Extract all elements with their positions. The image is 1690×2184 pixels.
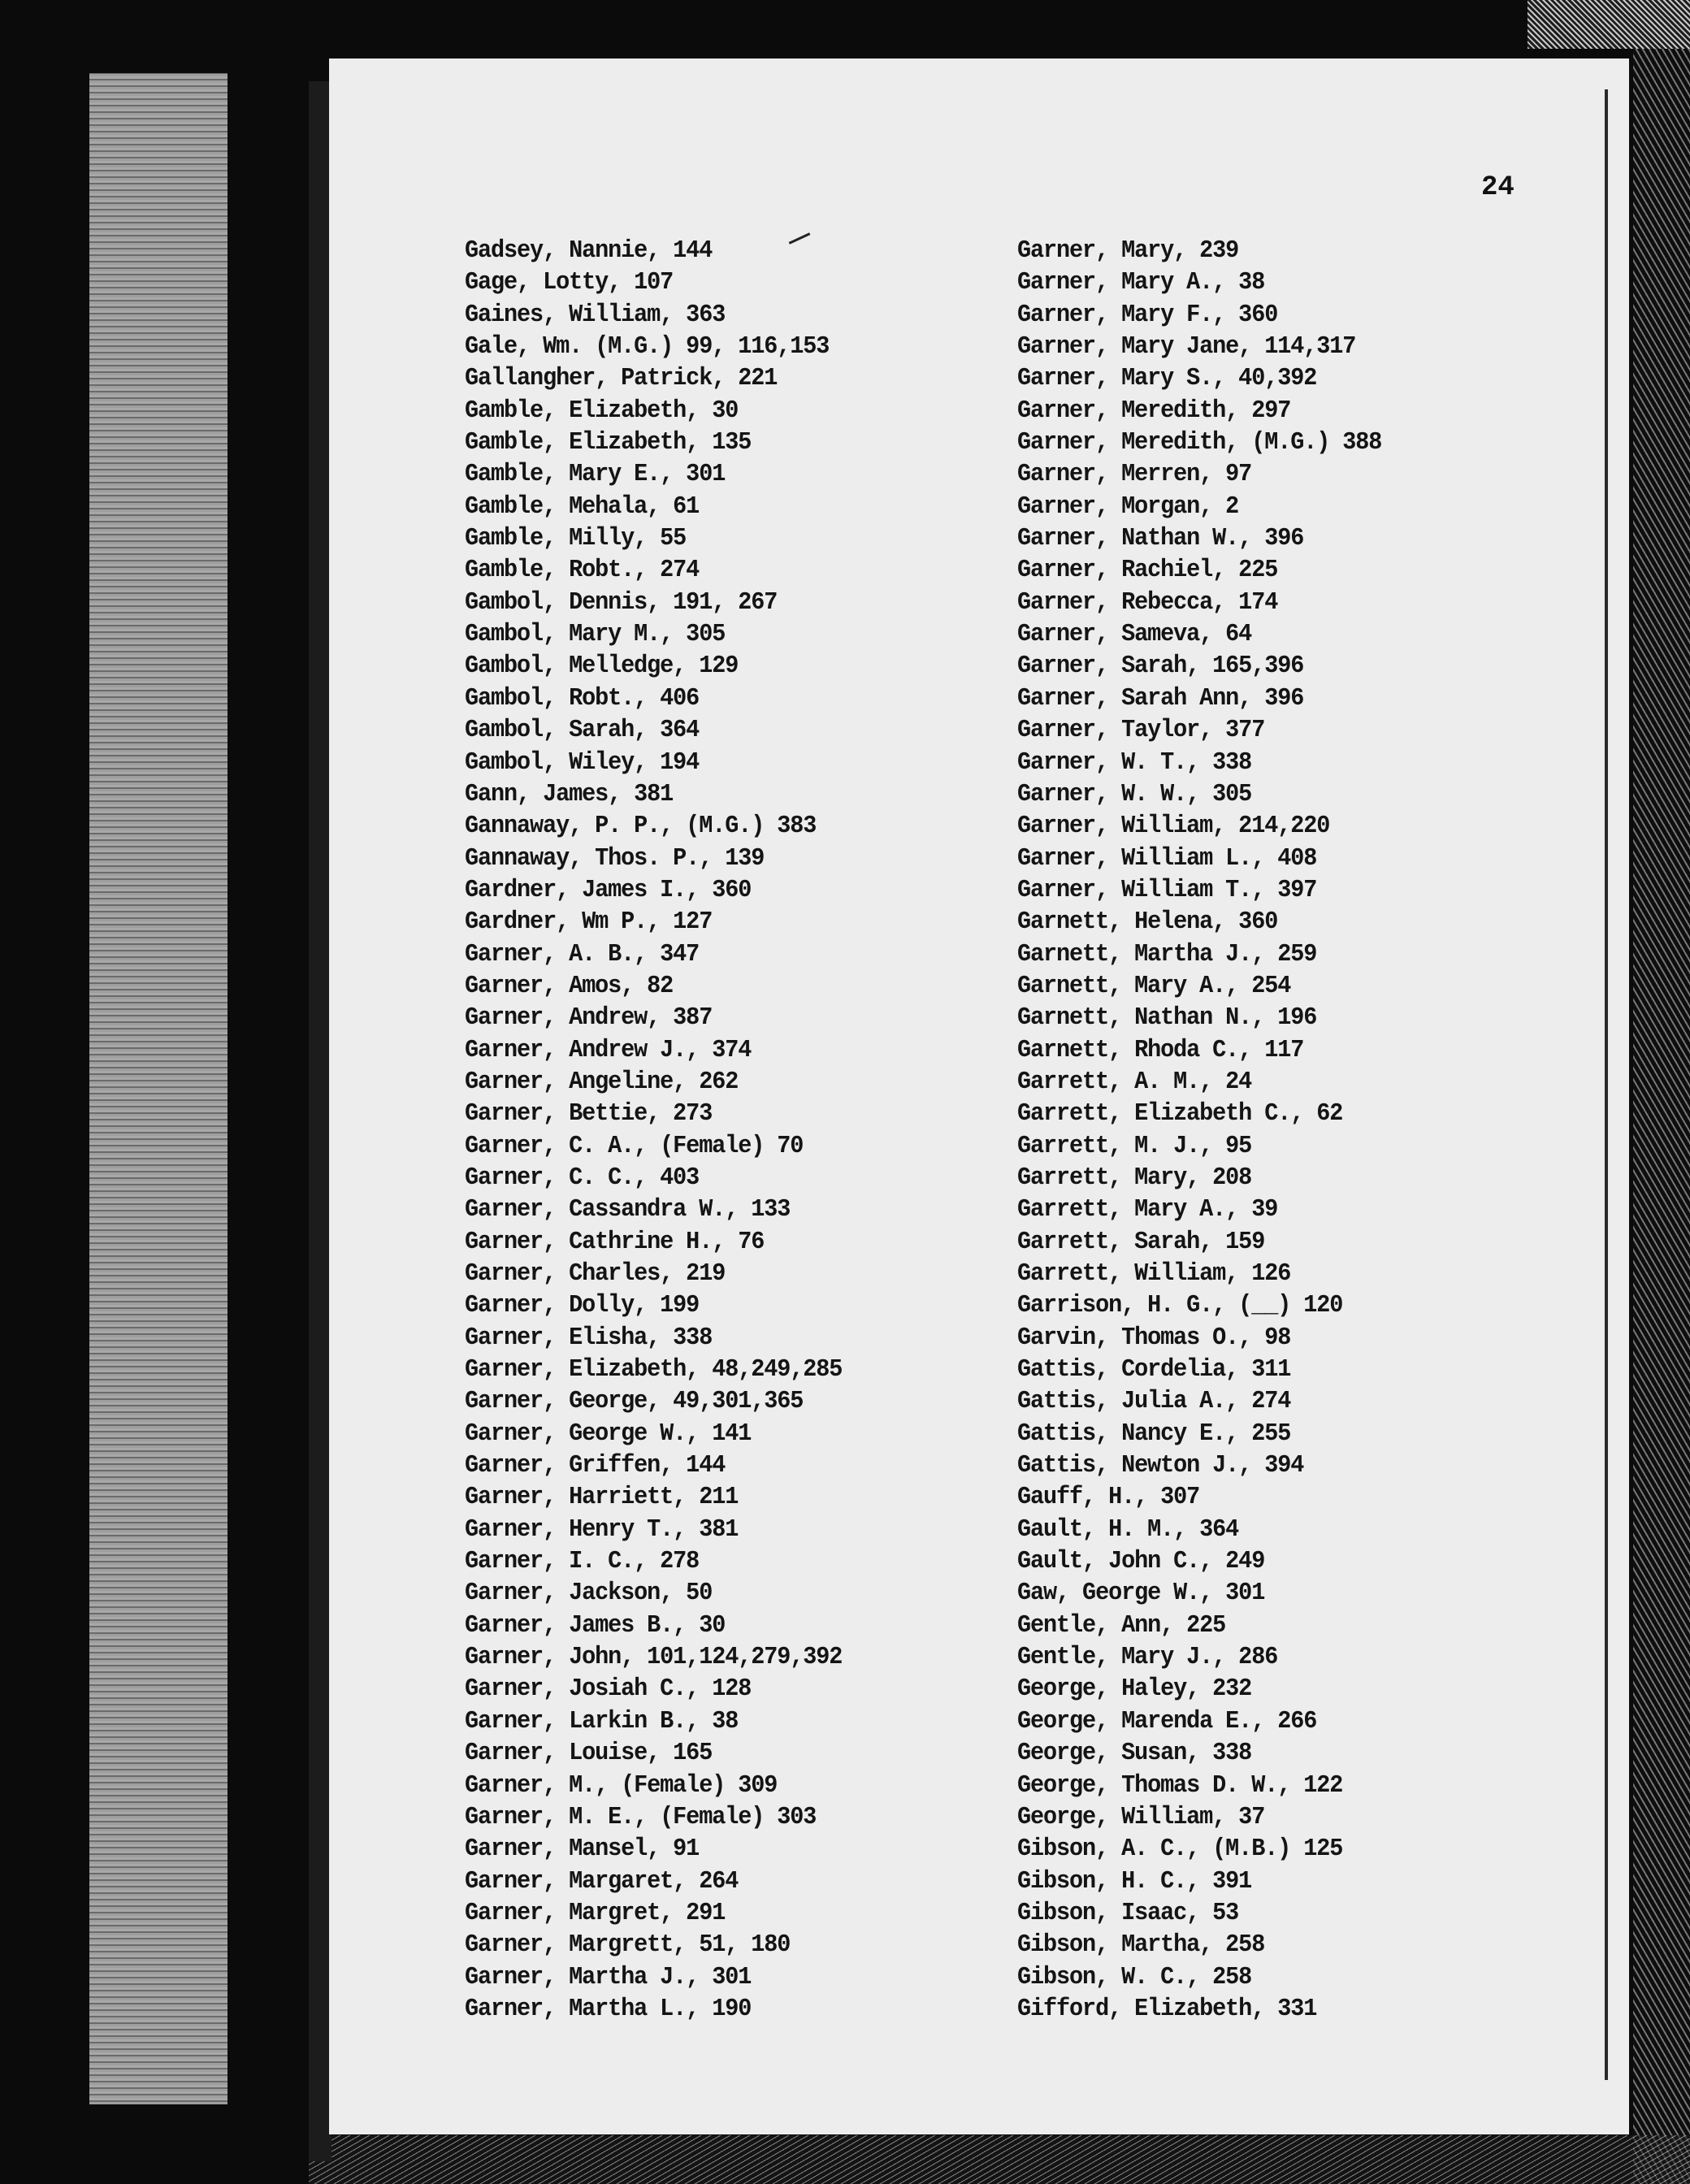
index-entry: Gamble, Elizabeth, 30 [465, 396, 739, 425]
scan-noise-right-edge [1633, 49, 1690, 2184]
index-entry: Gamble, Mary E., 301 [465, 460, 726, 489]
index-entry: Garner, Margaret, 264 [465, 1866, 739, 1896]
index-entry: Gambol, Mary M., 305 [465, 620, 726, 649]
index-entry: Garner, Louise, 165 [465, 1739, 713, 1768]
index-entry: Garnett, Mary A., 254 [1017, 971, 1291, 1000]
index-entry: Garrett, Sarah, 159 [1017, 1227, 1265, 1256]
index-entry: Garner, Andrew J., 374 [465, 1035, 752, 1064]
index-entry: Gault, H. M., 364 [1017, 1514, 1239, 1544]
index-entry: Garrett, Mary, 208 [1017, 1163, 1252, 1192]
page-gutter-shadow [309, 81, 332, 2161]
index-entry: Garner, George, 49,301,365 [465, 1387, 804, 1416]
index-entry: Garrett, Elizabeth C., 62 [1017, 1099, 1343, 1129]
index-entry: Gannaway, Thos. P., 139 [465, 843, 765, 873]
index-entry: Garner, Merren, 97 [1017, 460, 1252, 489]
index-entry: George, William, 37 [1017, 1802, 1265, 1831]
index-entry: Garner, Mary A., 38 [1017, 268, 1265, 297]
index-entry: Gale, Wm. (M.G.) 99, 116,153 [465, 332, 830, 362]
index-entry: George, Susan, 338 [1017, 1739, 1252, 1768]
index-entry: Gibson, H. C., 391 [1017, 1866, 1252, 1896]
index-entry: Garner, Jackson, 50 [465, 1579, 713, 1608]
index-entry: Gadsey, Nannie, 144 [465, 236, 713, 265]
index-entry: Gaines, William, 363 [465, 300, 726, 329]
scan-noise-top-right [1528, 0, 1690, 49]
index-entry: Garner, William, 214,220 [1017, 812, 1330, 841]
index-entry: Garner, C. A., (Female) 70 [465, 1131, 804, 1160]
index-entry: Garner, Harriett, 211 [465, 1483, 739, 1512]
index-entry: Gibson, A. C., (M.B.) 125 [1017, 1835, 1343, 1864]
index-entry: Gibson, Martha, 258 [1017, 1930, 1265, 1960]
index-entry: Gage, Lotty, 107 [465, 268, 674, 297]
index-entry: Garner, Cassandra W., 133 [465, 1195, 791, 1224]
index-entry: Garner, Elizabeth, 48,249,285 [465, 1355, 843, 1384]
index-entry: George, Marenda E., 266 [1017, 1706, 1317, 1736]
index-entry: Garner, Mary S., 40,392 [1017, 364, 1317, 393]
index-entry: Garner, M. E., (Female) 303 [465, 1802, 817, 1831]
index-entry: Garner, Mary F., 360 [1017, 300, 1278, 329]
index-entry: Garner, W. T., 338 [1017, 748, 1252, 777]
index-entry: Garner, William L., 408 [1017, 843, 1317, 873]
index-entry: Garner, Martha J., 301 [465, 1962, 752, 1991]
index-entry: Gibson, Isaac, 53 [1017, 1898, 1239, 1927]
index-entry: Garner, A. B., 347 [465, 939, 700, 968]
index-entry: Garnett, Martha J., 259 [1017, 939, 1317, 968]
index-entry: Garner, Andrew, 387 [465, 1003, 713, 1033]
index-entry: Gault, John C., 249 [1017, 1547, 1265, 1576]
index-entry: Garner, George W., 141 [465, 1419, 752, 1448]
index-entry: Garner, Sarah, 165,396 [1017, 652, 1304, 681]
index-entry: Garner, Amos, 82 [465, 971, 674, 1000]
index-entry: Garner, Rebecca, 174 [1017, 587, 1278, 617]
index-entry: Garner, Taylor, 377 [1017, 716, 1265, 745]
index-entry: Garner, M., (Female) 309 [465, 1770, 778, 1800]
index-entry: Garner, Mary, 239 [1017, 236, 1239, 265]
index-column-left [465, 235, 875, 2025]
index-entry: Gambol, Melledge, 129 [465, 652, 739, 681]
index-entry: Garnett, Helena, 360 [1017, 908, 1278, 937]
page-number: 24 [1481, 172, 1514, 203]
index-entry: Gambol, Wiley, 194 [465, 748, 700, 777]
index-entry: Garner, Morgan, 2 [1017, 492, 1239, 521]
index-entry: Gattis, Nancy E., 255 [1017, 1419, 1291, 1448]
index-entry: Garner, James B., 30 [465, 1610, 726, 1640]
index-entry: Gambol, Robt., 406 [465, 683, 700, 713]
index-entry: Garner, Josiah C., 128 [465, 1675, 752, 1704]
index-entry: Gamble, Milly, 55 [465, 524, 687, 553]
index-entry: Gibson, W. C., 258 [1017, 1962, 1252, 1991]
index-entry: Gann, James, 381 [465, 779, 674, 808]
index-entry: Gardner, Wm P., 127 [465, 908, 713, 937]
index-entry: Garner, Margrett, 51, 180 [465, 1930, 791, 1960]
index-entry: Garner, Bettie, 273 [465, 1099, 713, 1129]
index-entry: Garner, Charles, 219 [465, 1259, 726, 1288]
index-entry: Garner, Martha L., 190 [465, 1994, 752, 2023]
index-entry: Gentle, Ann, 225 [1017, 1610, 1226, 1640]
index-entry: Gannaway, P. P., (M.G.) 383 [465, 812, 817, 841]
index-entry: Garner, Rachiel, 225 [1017, 556, 1278, 585]
index-entry: Garner, Meredith, (M.G.) 388 [1017, 428, 1382, 457]
index-entry: Garner, Margret, 291 [465, 1898, 726, 1927]
index-entry: Garvin, Thomas O., 98 [1017, 1323, 1291, 1352]
index-entry: Garner, Mary Jane, 114,317 [1017, 332, 1356, 362]
index-entry: Garner, John, 101,124,279,392 [465, 1643, 843, 1672]
index-entry: Garner, Henry T., 381 [465, 1514, 739, 1544]
previous-page-edge [89, 73, 228, 2104]
index-entry: Garner, Cathrine H., 76 [465, 1227, 765, 1256]
index-entry: Garner, Mansel, 91 [465, 1835, 700, 1864]
index-entry: Gamble, Robt., 274 [465, 556, 700, 585]
index-entry: Gamble, Mehala, 61 [465, 492, 700, 521]
index-entry: Gifford, Elizabeth, 331 [1017, 1994, 1317, 2023]
index-entry: Garner, I. C., 278 [465, 1547, 700, 1576]
index-entry: Garner, Dolly, 199 [465, 1291, 700, 1320]
index-entry: Garner, Griffen, 144 [465, 1451, 726, 1480]
index-entry: Garner, W. W., 305 [1017, 779, 1252, 808]
index-entry: Garner, C. C., 403 [465, 1163, 700, 1192]
index-entry: Garrett, William, 126 [1017, 1259, 1291, 1288]
index-entry: Garrett, M. J., 95 [1017, 1131, 1252, 1160]
index-entry: Garner, Angeline, 262 [465, 1067, 739, 1096]
index-entry: Gentle, Mary J., 286 [1017, 1643, 1278, 1672]
index-entry: George, Thomas D. W., 122 [1017, 1770, 1343, 1800]
index-entry: Gamble, Elizabeth, 135 [465, 428, 752, 457]
index-entry: Garner, William T., 397 [1017, 875, 1317, 904]
index-entry: George, Haley, 232 [1017, 1675, 1252, 1704]
index-entry: Gattis, Cordelia, 311 [1017, 1355, 1291, 1384]
page-edge-line [1605, 89, 1608, 2080]
index-entry: Garner, Larkin B., 38 [465, 1706, 739, 1736]
scan-noise-bottom [309, 2135, 1690, 2184]
index-entry: Garnett, Nathan N., 196 [1017, 1003, 1317, 1033]
index-entry: Gaw, George W., 301 [1017, 1579, 1265, 1608]
index-entry: Gallangher, Patrick, 221 [465, 364, 778, 393]
index-entry: Garrison, H. G., (__) 120 [1017, 1291, 1343, 1320]
index-entry: Garner, Nathan W., 396 [1017, 524, 1304, 553]
index-entry: Gattis, Newton J., 394 [1017, 1451, 1304, 1480]
index-entry: Gattis, Julia A., 274 [1017, 1387, 1291, 1416]
index-entry: Garrett, A. M., 24 [1017, 1067, 1252, 1096]
index-entry: Garrett, Mary A., 39 [1017, 1195, 1278, 1224]
index-entry: Garner, Meredith, 297 [1017, 396, 1291, 425]
index-entry: Garner, Elisha, 338 [465, 1323, 713, 1352]
index-column-right [1017, 235, 1413, 2025]
index-entry: Gambol, Sarah, 364 [465, 716, 700, 745]
index-entry: Gardner, James I., 360 [465, 875, 752, 904]
index-entry: Garner, Sameva, 64 [1017, 620, 1252, 649]
index-entry: Garnett, Rhoda C., 117 [1017, 1035, 1304, 1064]
index-entry: Garner, Sarah Ann, 396 [1017, 683, 1304, 713]
index-entry: Gauff, H., 307 [1017, 1483, 1200, 1512]
index-entry: Gambol, Dennis, 191, 267 [465, 587, 778, 617]
